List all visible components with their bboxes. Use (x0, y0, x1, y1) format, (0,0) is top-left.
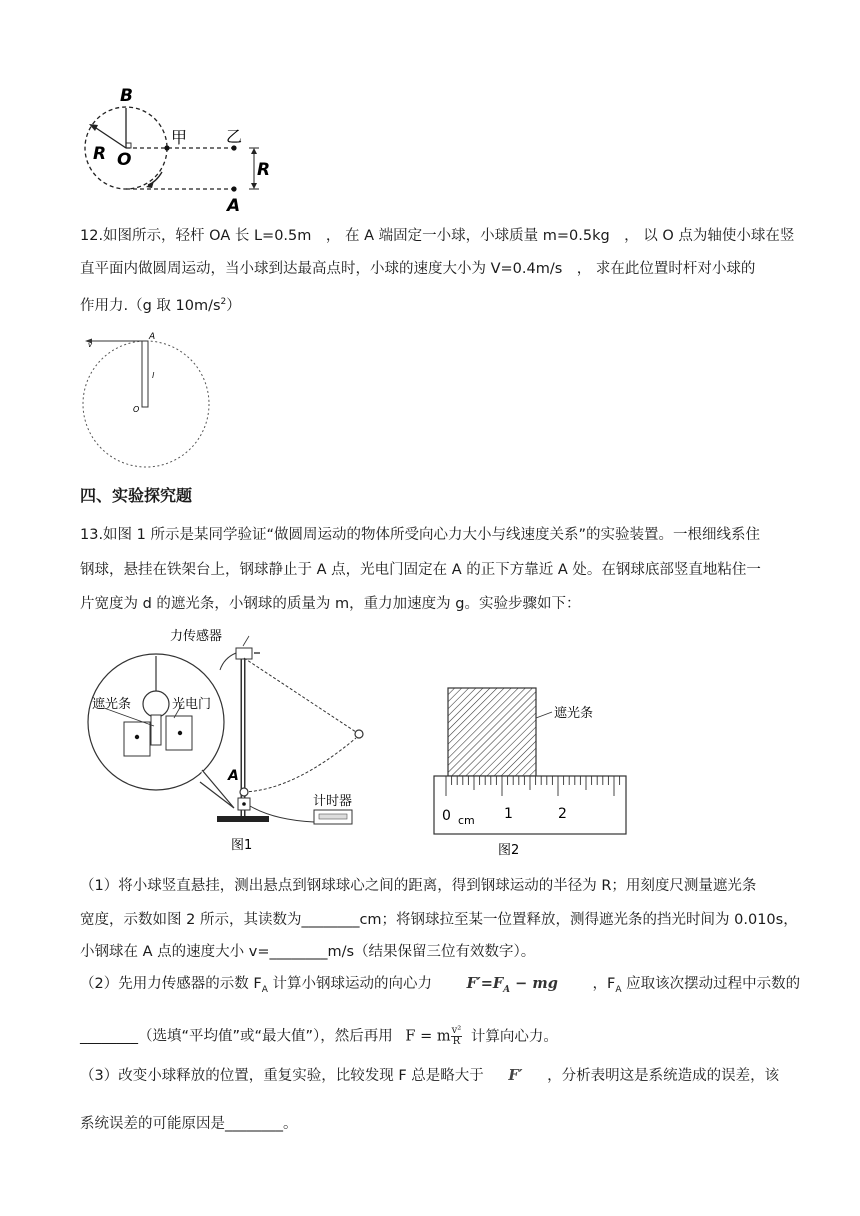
q13-p3-line1 (80, 1066, 780, 1086)
label-photogate: 光电门 (172, 697, 212, 712)
formula2-fraction (451, 1026, 463, 1047)
tick-unit: cm (458, 814, 475, 827)
q12-line2: 直平面内做圆周运动，当小球到达最高点时，小球的速度大小为 V=0.4m/s ， 求在此位置时杆对小球的 (80, 261, 756, 277)
formula2-lhs: F = m (405, 1028, 451, 1045)
p2-text-d: 应取该次摆动过程中示数的 (621, 976, 801, 992)
q13-p2-line2 (80, 1026, 780, 1047)
label-l: l (152, 371, 155, 380)
q13-p2-line1 (80, 974, 801, 1000)
p2-sub-a: A (261, 984, 268, 995)
tick-1: 1 (504, 806, 513, 822)
tick-0: 0 (442, 808, 451, 824)
apparatus-figure-1 (84, 622, 384, 858)
q12-line3-end: ） (226, 297, 241, 314)
label-sensor: 力传感器 (170, 629, 223, 644)
formula-rhs: − mg (510, 975, 558, 992)
p2-sub-c: A (615, 984, 622, 995)
tick-2: 2 (558, 806, 567, 822)
formula2-den: R (452, 1036, 461, 1047)
q12-line3 (80, 292, 780, 316)
section-heading: 四、实验探究题 (80, 486, 193, 505)
f-prime-symbol: F′ (508, 1067, 523, 1084)
q13-line2: 钢球，悬挂在铁架台上，钢球静止于 A 点，光电门固定在 A 的正下方靠近 A 处。在钢球底部竖直地粘住一 (80, 562, 761, 578)
label-yi: 乙 (226, 127, 243, 146)
q12-line1: 12.如图所示，轻杆 OA 长 L=0.5m ， 在 A 端固定一小球，小球质量 m=0.5kg ， 以 O 点为轴使小球在竖 (80, 228, 795, 244)
p3-text-a: （3）改变小球释放的位置，重复实验，比较发现 F 总是略大于 (80, 1068, 484, 1084)
centripetal-formula (467, 974, 558, 1000)
label-o: O (117, 150, 132, 170)
formula2-num: v² (451, 1025, 462, 1036)
circular-motion-figure (76, 84, 276, 214)
p2-text-a: （2）先用力传感器的示数 F (80, 976, 262, 992)
p3-text-b: ，分析表明这是系统造成的误差，该 (547, 1068, 780, 1084)
label-a: A (228, 768, 239, 784)
label-timer: 计时器 (313, 794, 353, 809)
ruler-figure-2 (432, 682, 632, 860)
label-r-right: R (257, 160, 271, 180)
label-a: A (227, 196, 241, 214)
q13-p1-line2: 宽度，示数如图 2 所示，其读数为________cm；将钢球拉至某一位置释放，测得遮光条的挡光时间为 0.010s， (80, 912, 798, 928)
p2-text-c: ，F (592, 976, 616, 992)
label-r-left: R (93, 144, 107, 164)
label-strip: 遮光条 (554, 706, 594, 721)
caption-fig2: 图2 (498, 843, 520, 858)
q12-line3-sup: 2 (220, 297, 227, 307)
label-v: v (88, 341, 93, 349)
label-o: O (133, 405, 140, 414)
formula-sub: A (503, 984, 511, 995)
q13-p1-line1: （1）将小球竖直悬挂，测出悬点到钢球球心之间的距离，得到钢球运动的半径为 R；用刻度尺测量遮光条 (80, 878, 757, 894)
label-jia: 甲 (171, 128, 188, 147)
q13-line1: 13.如图 1 所示是某同学验证“做圆周运动的物体所受向心力大小与线速度关系”的实验装置。一根细线系住 (80, 527, 761, 543)
label-b: B (120, 86, 133, 106)
label-shading-strip: 遮光条 (92, 697, 132, 712)
formula-lhs: F′=F (466, 975, 504, 992)
p2-text-b: 计算小钢球运动的向心力 (267, 976, 432, 992)
p2-line2-text: ________（选填“平均值”或“最大值”），然后再用 (80, 1028, 393, 1045)
rod-circle-figure (80, 328, 220, 474)
caption-fig1: 图1 (231, 838, 253, 853)
q13-p1-line3: 小钢球在 A 点的速度大小 v=________m/s（结果保留三位有效数字）。 (80, 944, 536, 960)
label-a: A (149, 332, 156, 342)
q13-line3: 片宽度为 d 的遮光条，小钢球的质量为 m，重力加速度为 g。实验步骤如下： (80, 596, 581, 612)
newton-formula (405, 1026, 462, 1047)
p2-line2-end: 计算向心力。 (470, 1028, 558, 1045)
q12-line3-text: 作用力.（g 取 10m/s (80, 297, 221, 314)
q13-p3-line2: 系统误差的可能原因是________。 (80, 1116, 298, 1132)
